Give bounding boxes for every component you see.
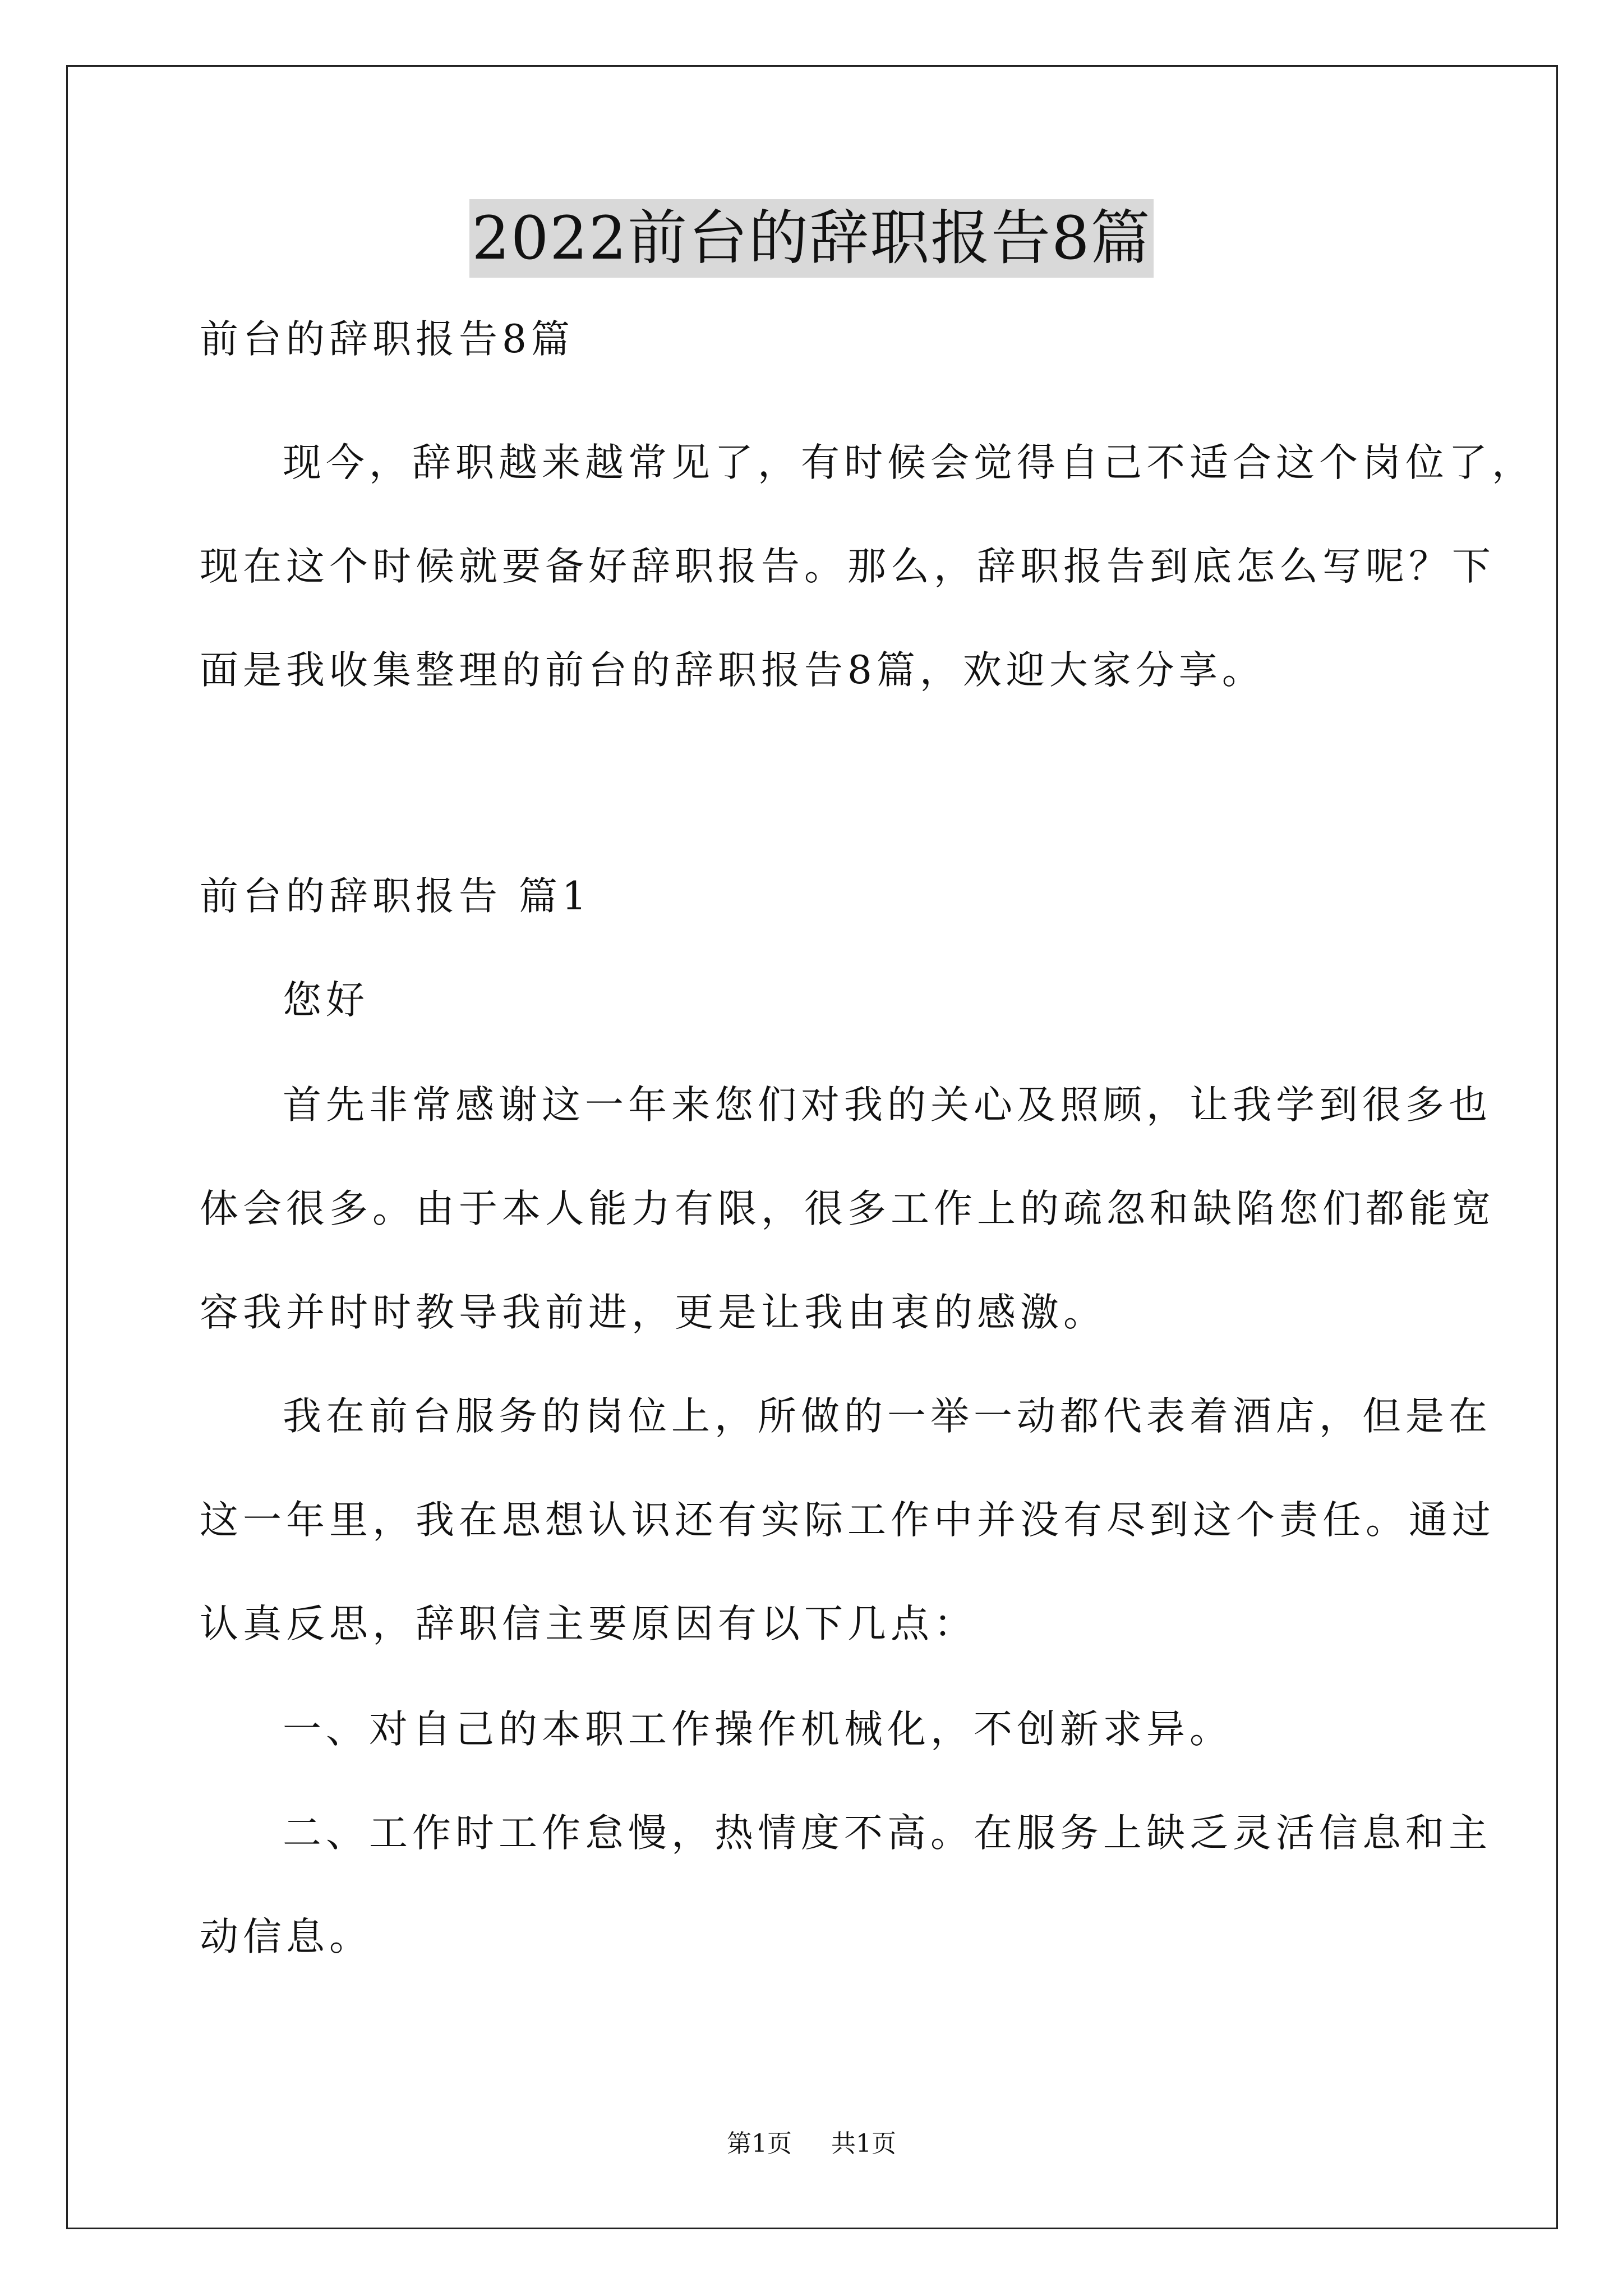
subtitle-line: 前台的辞职报告8篇 <box>200 317 574 362</box>
list-item-line: 二、工作时工作怠慢，热情度不高。在服务上缺乏灵活信息和主 <box>283 1811 1492 1856</box>
document-title: 2022前台的辞职报告8篇 <box>469 199 1153 278</box>
list-item-line: 一、对自己的本职工作操作机械化，不创新求异。 <box>283 1707 1233 1752</box>
paragraph-line: 认真反思，辞职信主要原因有以下几点： <box>200 1602 977 1646</box>
title-wrapper <box>0 199 1623 278</box>
page-footer <box>0 2127 1623 2161</box>
paragraph-line: 体会很多。由于本人能力有限，很多工作上的疏忽和缺陷您们都能宽 <box>200 1186 1495 1231</box>
paragraph-line: 现今，辞职越来越常见了，有时候会觉得自己不适合这个岗位了， <box>283 440 1535 485</box>
page-border <box>66 65 1558 2229</box>
paragraph-line: 动信息。 <box>200 1915 372 1959</box>
paragraph-line: 容我并时时教导我前进，更是让我由衷的感激。 <box>200 1290 1106 1335</box>
paragraph-line: 首先非常感谢这一年来您们对我的关心及照顾，让我学到很多也 <box>283 1083 1492 1128</box>
paragraph-line: 现在这个时候就要备好辞职报告。那么，辞职报告到底怎么写呢？下 <box>200 544 1495 589</box>
paragraph-line: 我在前台服务的岗位上，所做的一举一动都代表着酒店，但是在 <box>283 1394 1492 1439</box>
page-number: 第1页 <box>727 2129 792 2158</box>
section-heading: 前台的辞职报告 篇1 <box>200 874 591 919</box>
paragraph-line: 这一年里，我在思想认识还有实际工作中并没有尽到这个责任。通过 <box>200 1498 1495 1543</box>
greeting-line: 您好 <box>283 978 369 1023</box>
page-total: 共1页 <box>831 2129 896 2158</box>
paragraph-line: 面是我收集整理的前台的辞职报告8篇，欢迎大家分享。 <box>200 648 1265 693</box>
